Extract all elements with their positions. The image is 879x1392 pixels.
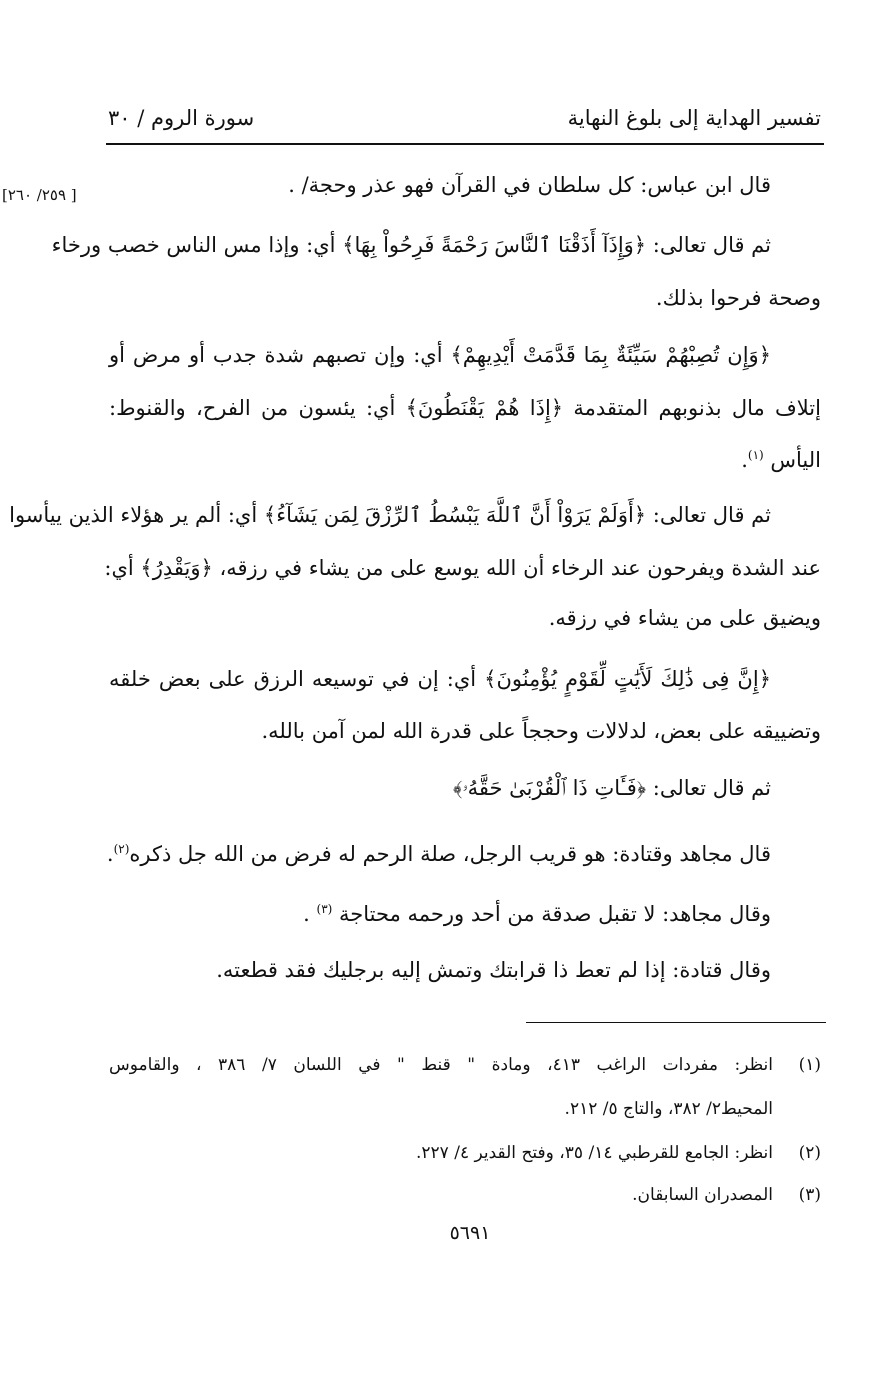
body-line-10: ﴿إِنَّ فِى ذَٰلِكَ لَأَيَٰتٍ لِّقَوْمٍ يُؤْمِنُونَ﴾ أي: إن في توسيعه الرزق على بعض خلقه — [109, 667, 771, 691]
body-line-7: ثم قال تعالى: ﴿أَوَلَمْ يَرَوْاْ أَنَّ ٱللَّهَ يَبْسُطُ ٱلرِّزْقَ لِمَن يَشَآءُ﴾ أي: ألم ير هؤلاء الذين ييأسوا — [9, 503, 771, 527]
body-line-6: اليأس $^{(١)}$. — [741, 448, 821, 472]
footnote-1-line-2 — [109, 1096, 821, 1122]
running-header-surah: سورة الروم / ٣٠ — [108, 106, 255, 130]
body-line-9: ويضيق على من يشاء في رزقه. — [548, 606, 821, 630]
body-line-6-text: اليأس — [770, 448, 821, 472]
body-line-14-text: وقال مجاهد: لا تقبل صدقة من أحد ورحمه محتاجة — [339, 902, 771, 926]
margin-manuscript-reference: [ ٢٥٩/ ٢٦٠] — [2, 186, 77, 204]
note-mark-2: (٢) — [113, 842, 130, 856]
body-line-8: عند الشدة ويفرحون عند الرخاء أن الله يوسع على من يشاء في رزقه، ﴿وَيَقْدِرُ﴾ أي: — [104, 556, 821, 580]
body-line-11: وتضييقه على بعض، لدلالات وحججاً على قدرة الله لمن آمن بالله. — [261, 719, 821, 743]
footnote-3-number: (٣) — [798, 1185, 821, 1205]
footnote-3-text: المصدران السابقان. — [632, 1185, 773, 1205]
note-mark-3: (٣) — [316, 902, 333, 916]
body-line-15: وقال قتادة: إذا لم تعط ذا قرابتك وتمش إليه برجليك فقد قطعته. — [216, 958, 771, 982]
body-line-1: قال ابن عباس: كل سلطان في القرآن فهو عذر وحجة/ . — [288, 173, 771, 197]
footnote-2 — [109, 1140, 821, 1166]
header-divider — [106, 143, 824, 145]
body-line-12: ثم قال تعالى: ﴿فَـَٔاتِ ذَا ٱلْقُرْبَىٰ حَقَّهُۥ﴾ — [453, 776, 771, 800]
footnote-1-number: (١) — [798, 1055, 821, 1075]
body-line-13: قال مجاهد وقتادة: هو قريب الرجل، صلة الرحم له فرض من الله جل ذكره$^{(٢)}$. — [106, 842, 771, 866]
body-line-3: وصحة فرحوا بذلك. — [655, 286, 821, 310]
body-line-13-text: قال مجاهد وقتادة: هو قريب الرجل، صلة الرحم له فرض من الله جل ذكره — [129, 842, 771, 866]
note-mark-1: (١) — [747, 448, 764, 462]
body-line-5: إتلاف مال بذنوبهم المتقدمة ﴿إِذَا هُمْ يَقْنَطُونَ﴾ أي: يئسون من الفرح، والقنوط: — [109, 396, 821, 420]
footnote-divider — [526, 1022, 826, 1023]
running-header-book-title: تفسير الهداية إلى بلوغ النهاية — [567, 106, 821, 130]
body-line-4: ﴿وَإِن تُصِبْهُمْ سَيِّئَةٌ بِمَا قَدَّمَتْ أَيْدِيهِمْ﴾ أي: وإن تصبهم شدة جدب أو مرض أو — [109, 343, 771, 367]
footnote-2-number: (٢) — [798, 1143, 821, 1163]
footnote-1-text: انظر: مفردات الراغب ٤١٣، ومادة " قنط " في اللسان ٧/ ٣٨٦ ، والقاموس — [109, 1055, 773, 1075]
footnote-2-text: انظر: الجامع للقرطبي ١٤/ ٣٥، وفتح القدير ٤/ ٢٢٧. — [416, 1143, 773, 1163]
footnote-1-line-1 — [109, 1052, 821, 1078]
body-line-14: وقال مجاهد: لا تقبل صدقة من أحد ورحمه محتاجة $^{(٣)}$ . — [303, 902, 771, 926]
page-number: ٥٦٩١ — [449, 1222, 491, 1244]
body-line-2: ثم قال تعالى: ﴿وَإِذَآ أَذَقْنَا ٱلنَّاسَ رَحْمَةً فَرِحُواْ بِهَا﴾ أي: وإذا مس الناس خصب ورخاء — [51, 233, 771, 257]
footnote-1-text-continued: المحيط٢/ ٣٨٢، والتاج ٥/ ٢١٢. — [564, 1099, 773, 1119]
footnote-3 — [109, 1182, 821, 1208]
